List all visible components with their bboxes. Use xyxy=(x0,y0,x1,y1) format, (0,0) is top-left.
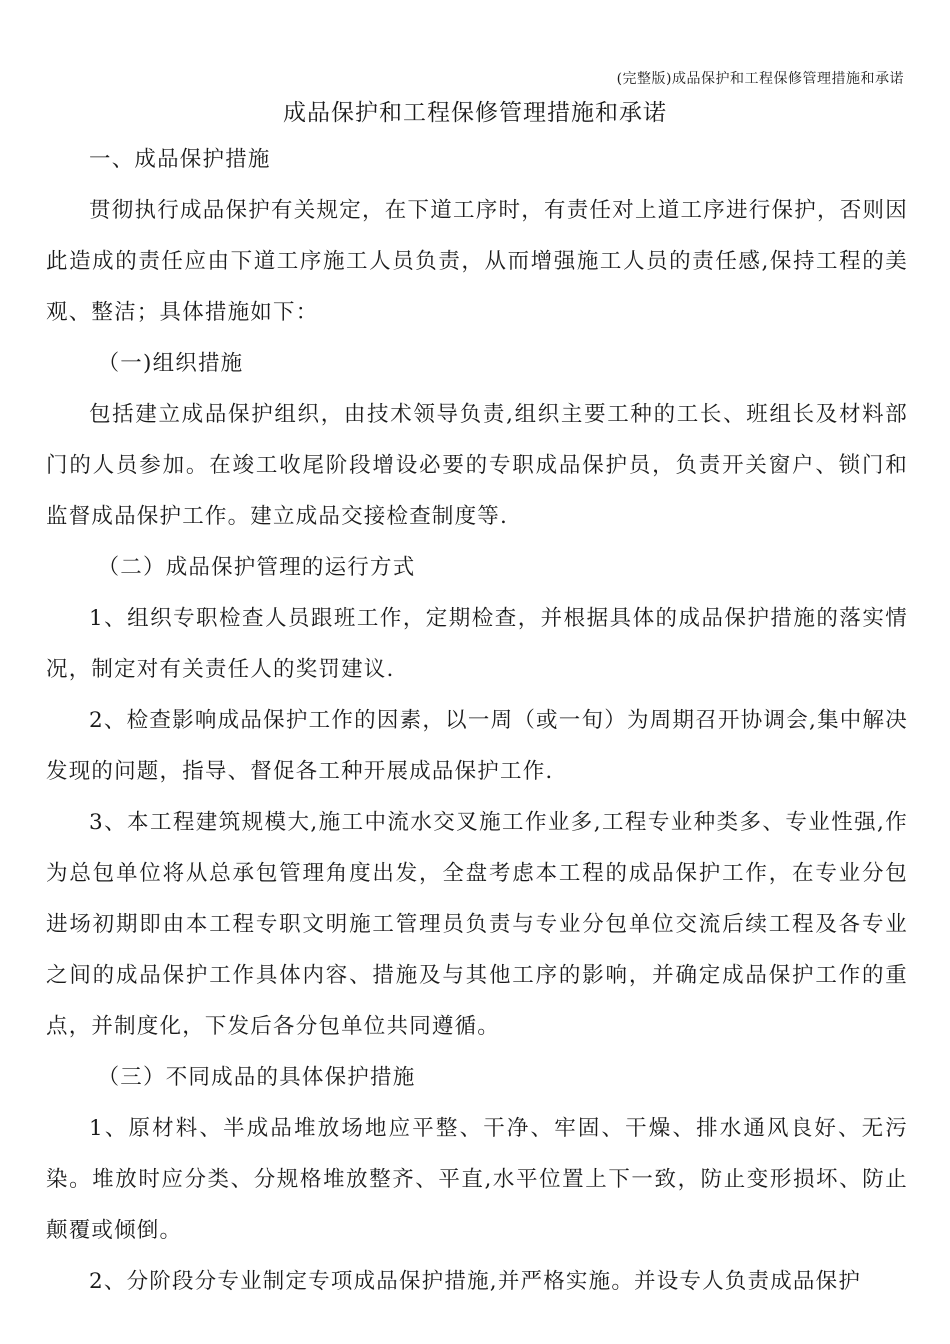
intro-paragraph: 贯彻执行成品保护有关规定，在下道工序时，有责任对上道工序进行保护，否则因此造成的责任应由下道工序施工人员负责，从而增强施工人员的责任感,保持工程的美观、整洁；具体措施如下： xyxy=(46,198,908,325)
document-body xyxy=(46,134,908,1307)
section-heading-1: 一、成品保护措施 xyxy=(89,147,271,172)
subsection-heading-2: （二）成品保护管理的运行方式 xyxy=(97,555,416,580)
list-item: 1、原材料、半成品堆放场地应平整、干净、牢固、干燥、排水通风良好、无污染。堆放时应分类、分规格堆放整齐、平直,水平位置上下一致，防止变形损坏、防止颠覆或倾倒。 xyxy=(46,1116,908,1243)
list-item: 2、检查影响成品保护工作的因素，以一周（或一旬）为周期召开协调会,集中解决发现的问题，指导、督促各工种开展成品保护工作. xyxy=(46,708,908,784)
document-title: 成品保护和工程保修管理措施和承诺 xyxy=(283,100,667,126)
list-item: 1、组织专职检查人员跟班工作，定期检查，并根据具体的成品保护措施的落实情况，制定对有关责任人的奖罚建议. xyxy=(46,606,908,682)
subsection-heading-1: （一)组织措施 xyxy=(97,351,244,376)
list-item: 3、本工程建筑规模大,施工中流水交叉施工作业多,工程专业种类多、专业性强,作为总包单位将从总承包管理角度出发，全盘考虑本工程的成品保护工作，在专业分包进场初期即由本工程专职文明施工管理员负责与专业分包单位交流后续工程及各专业之间的成品保护工作具体内容、措施及与其他工序的影响，并确定成品保护工作的重点，并制度化，下发后各分包单位共同遵循。 xyxy=(46,810,908,1039)
running-header: (完整版)成品保护和工程保修管理措施和承诺 xyxy=(616,71,904,87)
list-item: 2、分阶段分专业制定专项成品保护措施,并严格实施。并设专人负责成品保护 xyxy=(89,1269,862,1294)
subsection-heading-3: （三）不同成品的具体保护措施 xyxy=(97,1065,416,1090)
organization-paragraph: 包括建立成品保护组织，由技术领导负责,组织主要工种的工长、班组长及材料部门的人员参加。在竣工收尾阶段增设必要的专职成品保护员，负责开关窗户、锁门和监督成品保护工作。建立成品交接检查制度等. xyxy=(46,402,908,529)
